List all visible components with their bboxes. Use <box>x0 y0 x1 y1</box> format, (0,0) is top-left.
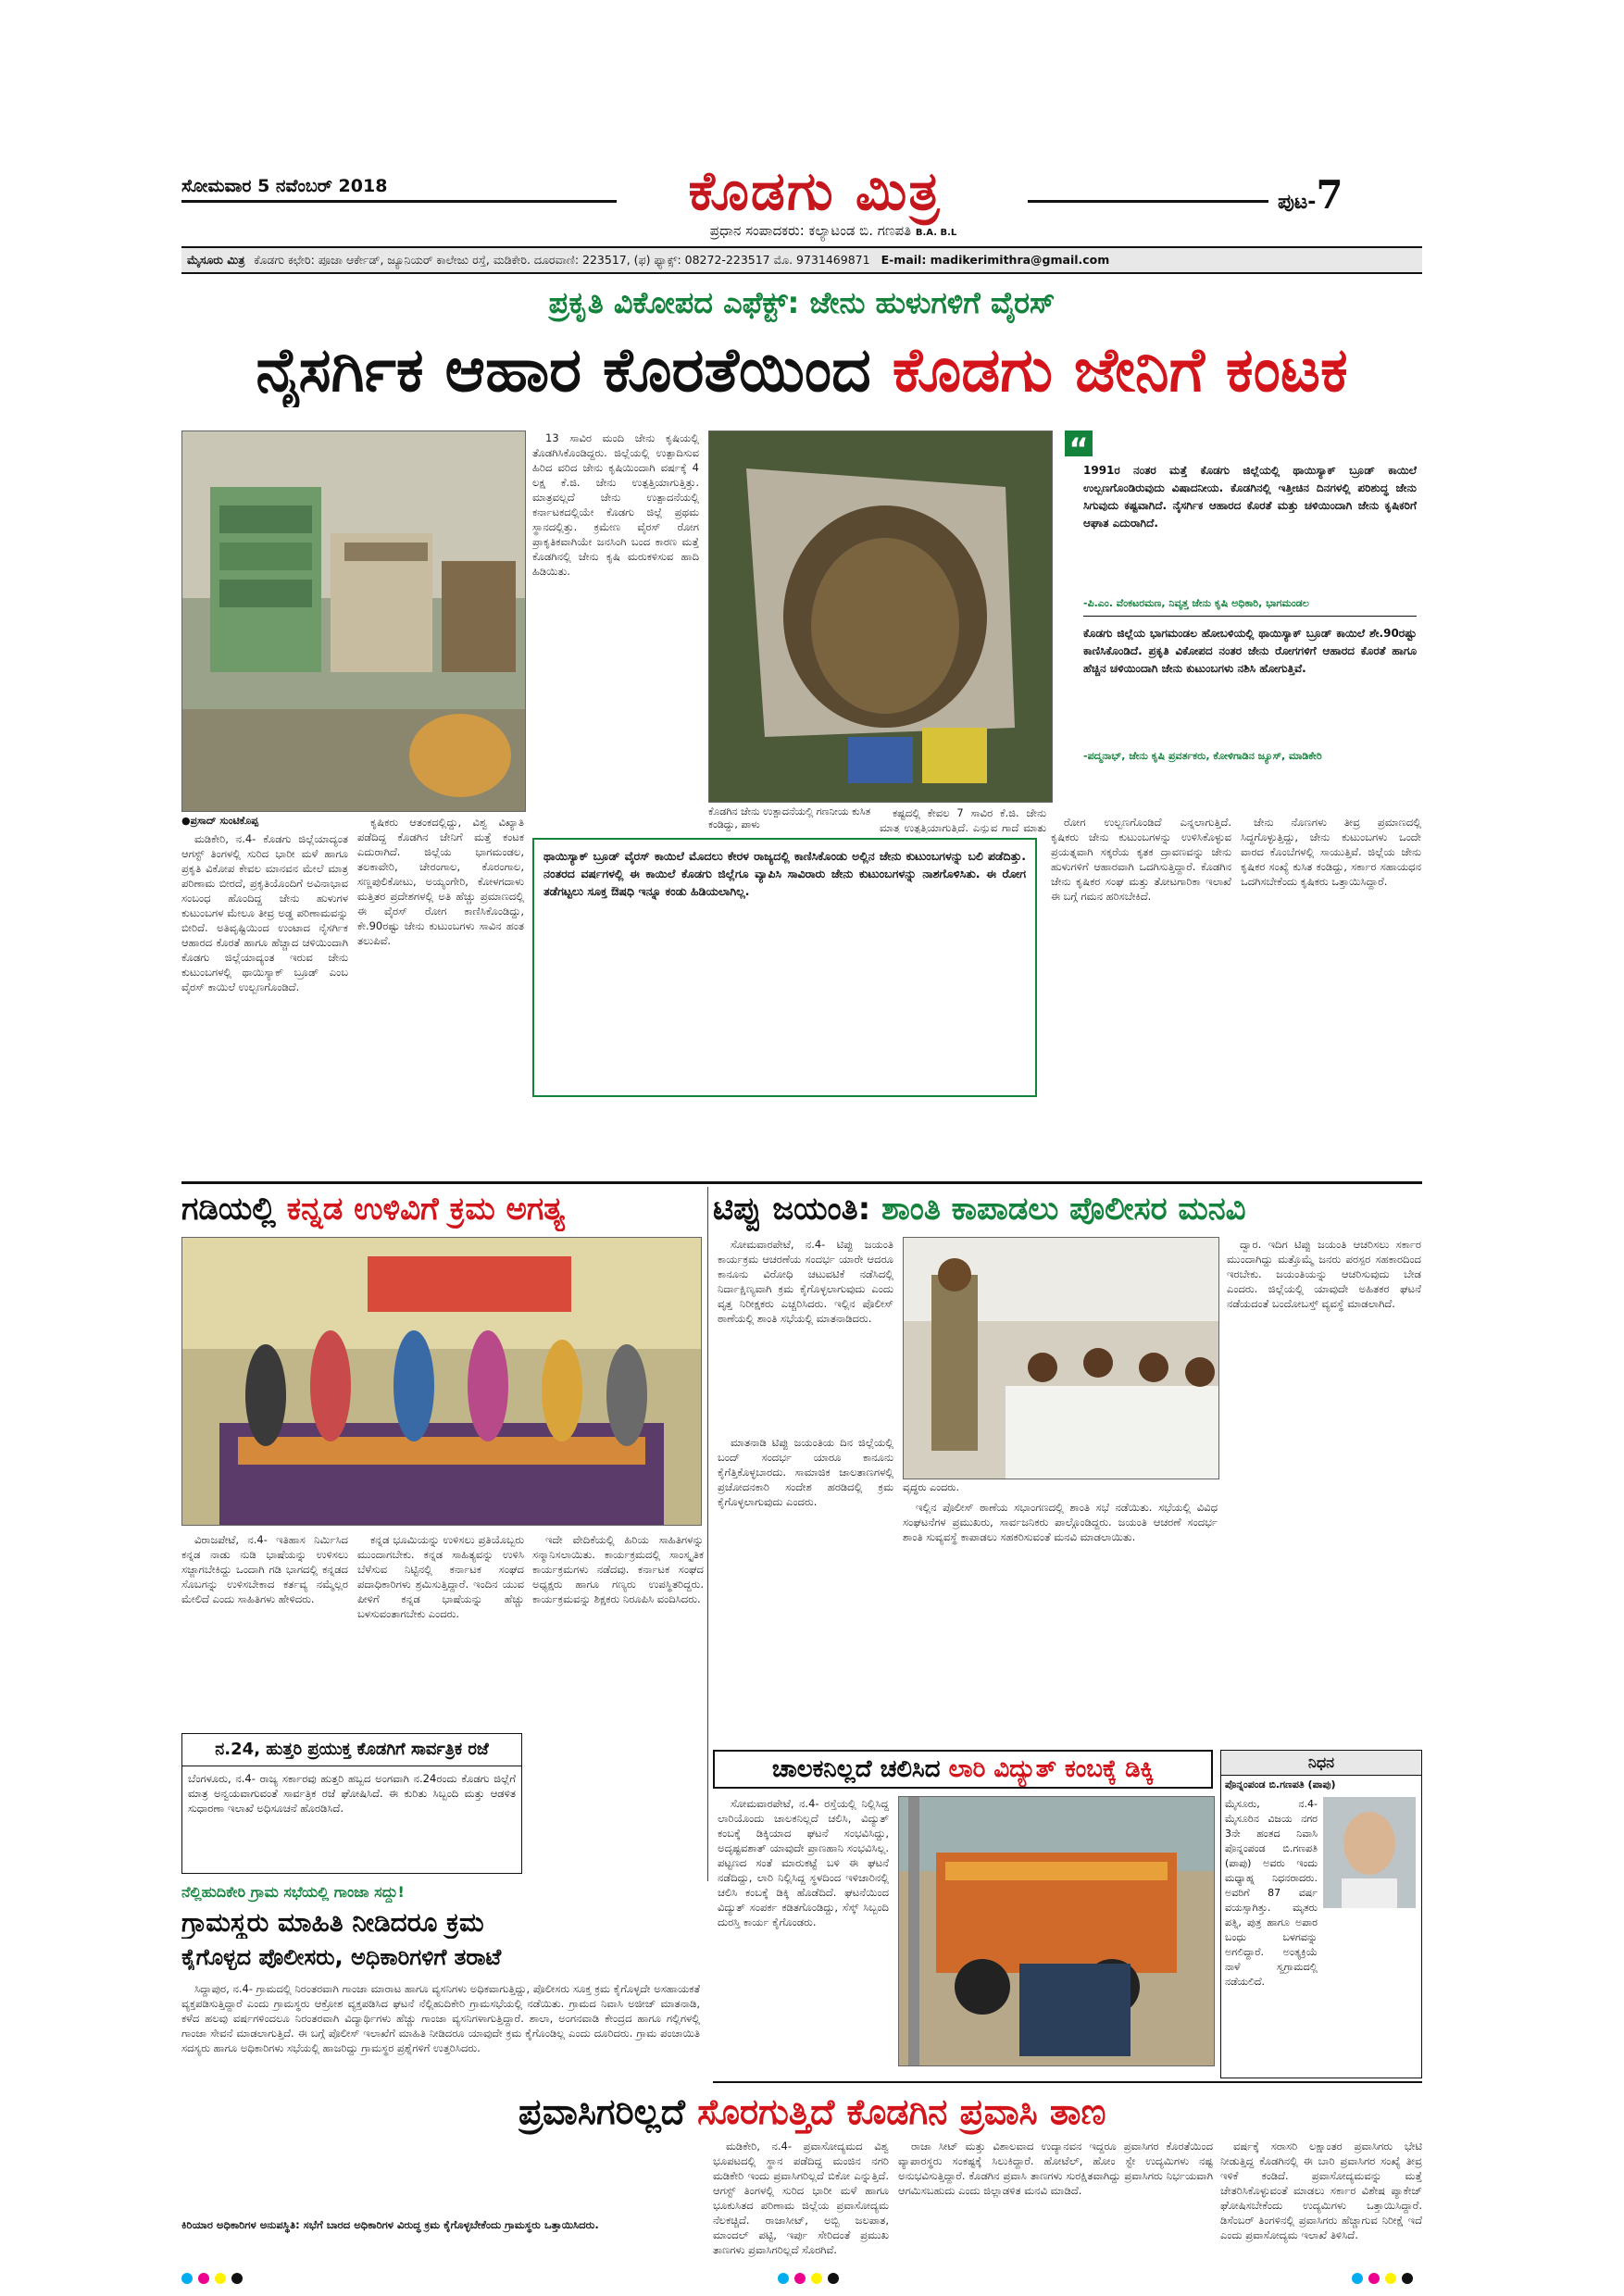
lead-column-2 <box>357 815 524 1174</box>
lead-column-2-text: ಕೃಷಿಕರು ಆತಂಕದಲ್ಲಿದ್ದು, ವಿಶ್ವ ವಿಖ್ಯಾತಿ ಪಡೆದಿದ್ದ ಕೊಡಗಿನ ಜೇನಿಗೆ ಮತ್ತೆ ಕಂಟಕ ಎದುರಾಗಿದೆ. ಜಿಲ್ಲೆಯ ಭಾಗಮಂಡಲ, ತಲಕಾವೇರಿ, ಚೇರಂಗಾಲ, ಕೊರಂಗಾಲ, ಸಣ್ಣಪುಲಿಕೋಟು, ಅಯ್ಯಂಗೇರಿ, ಕೋಳಗದಾಳು ಮತ್ತಿತರ ಪ್ರದೇಶಗಳಲ್ಲಿ ಅತಿ ಹೆಚ್ಚು ಪ್ರಮಾಣದಲ್ಲಿ ಈ ವೈರಸ್ ರೋಗ ಕಾಣಿಸಿಕೊಂಡಿದ್ದು, ಕೇ.90ರಷ್ಟು ಜೇನು ಕುಟುಂಬಗಳು ಸಾವಿನ ಹಂತ ತಲುಪಿವೆ. <box>357 816 524 947</box>
lorry-body-text: ಸೋಮವಾರಪೇಟೆ, ನ.4- ರಸ್ತೆಯಲ್ಲಿ ನಿಲ್ಲಿಸಿದ್ದ ಲಾರಿಯೊಂದು ಚಾಲಕನಿಲ್ಲದೆ ಚಲಿಸಿ, ವಿದ್ಯುತ್ ಕಂಬಕ್ಕೆ ಡಿಕ್ಕಿಯಾದ ಘಟನೆ ಸಂಭವಿಸಿದ್ದು, ಅದೃಷ್ಟವಶಾತ್ ಯಾವುದೇ ಪ್ರಾಣಹಾನಿ ಸಂಭವಿಸಿಲ್ಲ. ಪಟ್ಟಣದ ಸಂತೆ ಮಾರುಕಟ್ಟೆ ಬಳಿ ಈ ಘಟನೆ ನಡೆದಿದ್ದು, ಲಾರಿ ನಿಲ್ಲಿಸಿದ್ದ ಸ್ಥಳದಿಂದ ಇಳಿಜಾರಿನಲ್ಲಿ ಚಲಿಸಿ ಕಂಬಕ್ಕೆ ಡಿಕ್ಕಿ ಹೊಡೆದಿದೆ. ಘಟನೆಯಿಂದ ವಿದ್ಯುತ್ ಸಂಪರ್ಕ ಕಡಿತಗೊಂಡಿದ್ದು, ಸೆಸ್ಕ್ ಸಿಬ್ಬಂದಿ ದುರಸ್ತಿ ಕಾರ್ಯ ಕೈಗೊಂಡರು. <box>718 1797 889 1928</box>
yellow-dot <box>215 2273 226 2284</box>
black-dot <box>231 2273 243 2284</box>
quote-mark-icon: “ <box>1065 430 1093 456</box>
lead-column-6 <box>1241 815 1421 1176</box>
quote-divider <box>1083 616 1417 617</box>
office-address: ಕೊಡಗು ಕಛೇರಿ: ಪೂಜಾ ಆರ್ಕೇಡ್, ಜ್ಯೂನಿಯರ್ ಕಾಲೇಜು ರಸ್ತೆ, ಮಡಿಕೇರಿ. ದೂರವಾಣಿ: 223517, (ಫ) ಫ್ಯಾಕ್ಸ್: 08272-223517 ಮೊ. 9731469871 <box>254 253 870 267</box>
obituary-photo <box>1323 1797 1416 1908</box>
cmyk-marks-left <box>181 2273 256 2286</box>
obituary-body: ಮೈಸೂರು, ನ.4- ಮೈಸೂರಿನ ವಿಜಯ ನಗರ 3ನೇ ಹಂತದ ನಿವಾಸಿ ಪೊನ್ನಂಪಂಡ ಬಿ.ಗಣಪತಿ (ಪಾಪು) ಅವರು ಇಂದು ಮಧ್ಯಾಹ್ನ ನಿಧನರಾದರು. ಅವರಿಗೆ 87 ವರ್ಷ ವಯಸ್ಸಾಗಿತ್ತು. ಮೃತರು ಪತ್ನಿ, ಪುತ್ರ ಹಾಗೂ ಅಪಾರ ಬಂಧು ಬಳಗವನ್ನು ಅಗಲಿದ್ದಾರೆ. ಅಂತ್ಯಕ್ರಿಯೆ ನಾಳೆ ಸ್ವಗ್ರಾಮದಲ್ಲಿ ನಡೆಯಲಿದೆ. <box>1225 1798 1318 1988</box>
lead-quotes <box>1065 430 1421 801</box>
kannada-column-1-text: ವಿರಾಜಪೇಟೆ, ನ.4- ಇತಿಹಾಸ ನಿರ್ಮಿಸಿದ ಕನ್ನಡ ನಾಡು ನುಡಿ ಭಾಷೆಯನ್ನು ಉಳಿಸಲು ಸಜ್ಜಾಗಬೇಕಿದ್ದು ಒಂದಾಗಿ ಗಡಿ ಭಾಗದಲ್ಲಿ ಕನ್ನಡದ ಸೊಬಗನ್ನು ಉಳಿಸಬೇಕಾದ ಕರ್ತವ್ಯ ನಮ್ಮೆಲ್ಲರ ಮೇಲಿದೆ ಎಂದು ಸಾಹಿತಿಗಳು ಹೇಳಿದರು. <box>181 1533 348 1605</box>
gram-sabha-footer: ಕಿರಿಯಾರ ಅಧಿಕಾರಿಗಳ ಅನುಪಸ್ಥಿತಿ: ಸಭೆಗೆ ಬಾರದ ಅಧಿಕಾರಿಗಳ ವಿರುದ್ಧ ಕ್ರಮ ಕೈಗೊಳ್ಳಬೇಕೆಂದು ಗ್ರಾಮಸ್ಥರು ಒತ್ತಾಯಿಸಿದರು. <box>181 2218 599 2231</box>
masthead-rule-left <box>181 200 617 203</box>
tippu-meeting-photo <box>903 1237 1219 1479</box>
lead-column-1 <box>181 831 348 1174</box>
newspaper-title: ಕೊಡಗು ಮಿತ್ರ <box>688 159 942 222</box>
kannada-column-2-text: ಕನ್ನಡ ಭೂಮಿಯನ್ನು ಉಳಿಸಲು ಪ್ರತಿಯೊಬ್ಬರು ಮುಂದಾಗಬೇಕು. ಕನ್ನಡ ಸಾಹಿತ್ಯವನ್ನು ಉಳಿಸಿ ಬೆಳೆಸುವ ನಿಟ್ಟಿನಲ್ಲಿ ಕರ್ನಾಟಕ ಸಂಘದ ಪದಾಧಿಕಾರಿಗಳು ಶ್ರಮಿಸುತ್ತಿದ್ದಾರೆ. ಇಂದಿನ ಯುವ ಪೀಳಿಗೆ ಕನ್ನಡ ಭಾಷೆಯನ್ನು ಹೆಚ್ಚು ಬಳಸುವಂತಾಗಬೇಕು ಎಂದರು. <box>357 1533 524 1620</box>
gram-sabha-headline-2: ಕೈಗೊಳ್ಳದ ಪೊಲೀಸರು, ಅಧಿಕಾರಿಗಳಿಗೆ ತರಾಟೆ <box>181 1944 502 1970</box>
lorry-photo <box>898 1796 1215 2066</box>
kannada-column-2 <box>357 1532 524 1727</box>
masthead-rule-right <box>1028 200 1268 203</box>
editor-name: ಪ್ರಧಾನ ಸಂಪಾದಕರು: ಕಲ್ಯಾಟಂಡ ಬಿ. ಗಣಪತಿ <box>709 222 912 239</box>
kannada-event-photo <box>181 1237 702 1526</box>
lead-column-3 <box>532 430 699 787</box>
quote-1-text: 1991ರ ನಂತರ ಮತ್ತೆ ಕೊಡಗು ಜಿಲ್ಲೆಯಲ್ಲಿ ಥಾಯಿಸ್ಯಾಕ್ ಬ್ರೂಡ್ ಕಾಯಿಲೆ ಉಲ್ಬಣಗೊಂಡಿರುವುದು ವಿಷಾದನೀಯ. ಕೊಡಗಿನಲ್ಲಿ ಇತ್ತೀಚಿನ ದಿನಗಳಲ್ಲಿ ಪರಿಶುದ್ಧ ಜೇನು ಸಿಗುವುದು ಕಷ್ಟವಾಗಿದೆ. ನೈಸರ್ಗಿಕ ಆಹಾರದ ಕೊರತೆ ಮತ್ತು ಚಳಿಯಿಂದಾಗಿ ಜೇನು ಕೃಷಿಕರಿಗೆ ಆಘಾತ ಎದುರಾಗಿದೆ. <box>1083 464 1417 530</box>
lorry-headline-b: ಲಾರಿ ವಿದ್ಯುತ್ ಕಂಬಕ್ಕೆ ಡಿಕ್ಕಿ <box>948 1755 1155 1783</box>
tourism-headline <box>518 2089 1422 2135</box>
sister-paper: ಮೈಸೂರು ಮಿತ್ರ <box>187 253 245 267</box>
kannada-headline <box>181 1187 737 1231</box>
cyan-dot <box>778 2273 789 2284</box>
gram-sabha-body-text: ಸಿದ್ದಾಪುರ, ನ.4- ಗ್ರಾಮದಲ್ಲಿ ನಿರಂತರವಾಗಿ ಗಾಂಜಾ ಮಾರಾಟ ಹಾಗೂ ವ್ಯಸನಿಗಳು ಅಧಿಕವಾಗುತ್ತಿದ್ದು, ಪೊಲೀಸರು ಸೂಕ್ತ ಕ್ರಮ ಕೈಗೊಳ್ಳದೇ ಅಸಹಾಯಕತೆ ವ್ಯಕ್ತಪಡಿಸುತ್ತಿದ್ದಾರೆ ಎಂದು ಗ್ರಾಮಸ್ಥರು ಆಕ್ರೋಶ ವ್ಯಕ್ತಪಡಿಸಿದ ಘಟನೆ ನೆಲ್ಲಿಹುದಿಕೇರಿ ಗ್ರಾಮಸಭೆಯಲ್ಲಿ ನಡೆಯಿತು. ಗ್ರಾಮದ ನಿವಾಸಿ ಅಜೀಜ್ ಮಾತನಾಡಿ, ಕಳೆದ ಹಲವು ವರ್ಷಗಳಿಂದಲೂ ನಿರಂತರವಾಗಿ ವಿದ್ಯಾರ್ಥಿಗಳು ಹೆಚ್ಚು ಗಾಂಜಾ ವ್ಯಸನಿಗಳಾಗುತ್ತಿದ್ದಾರೆ. ಶಾಲಾ, ಅಂಗನವಾಡಿ ಕೇಂದ್ರದ ಹಾಗೂ ಗಲ್ಲಿಗಳಲ್ಲಿ ಗಾಂಜಾ ಸೇವನೆ ಮಾಡಲಾಗುತ್ತಿದೆ. ಈ ಬಗ್ಗೆ ಪೊಲೀಸ್ ಇಲಾಖೆಗೆ ಮಾಹಿತಿ ನೀಡಿದರೂ ಯಾವುದೇ ಕ್ರಮ ಕೈಗೊಂಡಿಲ್ಲ ಎಂದು ದೂರಿದರು. ಗ್ರಾಮ ಪಂಚಾಯಿತಿ ಸದಸ್ಯರು ಹಾಗೂ ಅಧಿಕಾರಿಗಳು ಸಭೆಯಲ್ಲಿ ಹಾಜರಿದ್ದು ಗ್ರಾಮಸ್ಥರ ಪ್ರಶ್ನೆಗಳಿಗೆ ಉತ್ತರಿಸಿದರು. <box>181 1982 700 2054</box>
portrait-illustration <box>1323 1797 1416 1908</box>
gram-sabha-headline-1: ಗ್ರಾಮಸ್ಥರು ಮಾಹಿತಿ ನೀಡಿದರೂ ಕ್ರಮ <box>181 1907 484 1938</box>
lead-headline-black: ನೈಸರ್ಗಿಕ ಆಹಾರ ಕೊರತೆಯಿಂದ <box>256 334 871 406</box>
hive-illustration <box>709 431 1052 802</box>
cyan-dot <box>181 2273 193 2284</box>
tourism-headline-b: ಸೊರಗುತ್ತಿದೆ ಕೊಡಗಿನ ಪ್ರವಾಸಿ ತಾಣ <box>697 2091 1106 2132</box>
lead-kicker: ಪ್ರಕೃತಿ ವಿಕೋಪದ ಎಫೆಕ್ಟ್: ಜೇನು ಹುಳುಗಳಿಗೆ ವೈರಸ್ <box>548 285 1056 320</box>
obituary-name: ಪೊನ್ನಂಪಂಡ ಬಿ.ಗಣಪತಿ (ಪಾಪು) <box>1225 1778 1336 1791</box>
masthead <box>0 0 1624 278</box>
section-divider-2 <box>713 2081 1422 2083</box>
tippu-headline <box>713 1187 1426 1231</box>
tippu-photo-caption: ವೃದ್ಧರು ಎಂದರು. <box>903 1481 960 1493</box>
tippu-column-1-text: ಸೋಮವಾರಪೇಟೆ, ನ.4- ಟಿಪ್ಪು ಜಯಂತಿ ಕಾರ್ಯಕ್ರಮ ಆಚರಣೆಯ ಸಂದರ್ಭ ಯಾರೇ ಆದರೂ ಕಾನೂನು ವಿರೋಧಿ ಚಟುವಟಿಕೆ ನಡೆಸಿದಲ್ಲಿ ನಿರ್ದಾಕ್ಷಿಣ್ಯವಾಗಿ ಕ್ರಮ ಕೈಗೊಳ್ಳಲಾಗುವುದು ಎಂದು ವೃತ್ತ ನಿರೀಕ್ಷಕರು ಎಚ್ಚರಿಸಿದರು. ಇಲ್ಲಿನ ಪೊಲೀಸ್ ಠಾಣೆಯಲ್ಲಿ ಶಾಂತಿ ಸಭೆಯಲ್ಲಿ ಮಾತನಾಡಿದರು. <box>718 1238 893 1325</box>
tourism-column-1 <box>713 2139 889 2277</box>
tippu-column-1 <box>718 1237 893 1431</box>
contact-strip <box>181 246 1422 274</box>
hartal-body: ಬೆಂಗಳೂರು, ನ.4- ರಾಜ್ಯ ಸರ್ಕಾರವು ಹುತ್ತರಿ ಹಬ್ಬದ ಅಂಗವಾಗಿ ನ.24ರಂದು ಕೊಡಗು ಜಿಲ್ಲೆಗೆ ಮಾತ್ರ ಅನ್ವಯವಾಗುವಂತೆ ಸಾರ್ವತ್ರಿಕ ರಜೆ ಘೋಷಿಸಿದೆ. ಈ ಕುರಿತು ಸಿಬ್ಬಂದಿ ಮತ್ತು ಆಡಳಿತ ಸುಧಾರಣಾ ಇಲಾಖೆ ಅಧಿಸೂಚನೆ ಹೊರಡಿಸಿದೆ. <box>188 1772 516 1815</box>
tippu-column-2 <box>1227 1237 1421 1765</box>
meeting-illustration <box>904 1238 1218 1479</box>
magenta-dot <box>1368 2273 1380 2284</box>
quote-2-author: -ಪದ್ಮನಾಭ್, ಜೇನು ಕೃಷಿ ಪ್ರವರ್ತಕರು, ಕೋಳಿಗಾಡಿನ ಜ್ಯೂಸ್, ಮಾಡಿಕೇರಿ <box>1083 750 1322 762</box>
hartal-box <box>181 1733 522 1874</box>
magenta-dot <box>794 2273 806 2284</box>
lead-photo-beeboxes <box>181 430 526 812</box>
stage-illustration <box>182 1238 701 1525</box>
tourism-column-3 <box>1220 2139 1422 2277</box>
cmyk-marks-right <box>1352 2273 1426 2286</box>
column-divider-left <box>707 1187 708 1881</box>
lead-column-6-text: ಜೇನು ನೊಣಗಳು ತೀವ್ರ ಪ್ರಮಾಣದಲ್ಲಿ ಸಿದ್ಧಗೊಳ್ಳುತ್ತಿದ್ದು, ಜೇನು ಕುಟುಂಬಗಳು ಒಂದೇ ವಾರದ ಕೊಂಬೆಗಳಲ್ಲಿ ಸಾಯುತ್ತಿವೆ. ಜಿಲ್ಲೆಯ ಜೇನು ಕೃಷಿಕರ ಸಂಖ್ಯೆ ಕುಸಿತ ಕಂಡಿದ್ದು, ಸರ್ಕಾರ ಸಹಾಯಧನ ಒದಗಿಸಬೇಕೆಂದು ಕೃಷಿಕರು ಒತ್ತಾಯಿಸಿದ್ದಾರೆ. <box>1241 816 1421 888</box>
page-number-value: 7 <box>1316 172 1343 218</box>
tippu-column-4 <box>903 1500 1218 1741</box>
cmyk-marks-center <box>778 2273 852 2286</box>
lead-column-5-text: ರೋಗ ಉಲ್ಬಣಗೊಂಡಿದೆ ಎನ್ನಲಾಗುತ್ತಿದೆ. ಕೃಷಿಕರು ಜೇನು ಕುಟುಂಬಗಳನ್ನು ಉಳಿಸಿಕೊಳ್ಳುವ ಪ್ರಯತ್ನವಾಗಿ ಸಕ್ಕರೆಯ ಕೃತಕ ದ್ರಾವಣವನ್ನು ಜೇನು ಹುಳುಗಳಿಗೆ ಆಹಾರವಾಗಿ ಒದಗಿಸುತ್ತಿದ್ದಾರೆ. ಕೊಡಗಿನ ಜೇನು ಕೃಷಿಕರ ಸಂಘ ಮತ್ತು ತೋಟಗಾರಿಕಾ ಇಲಾಖೆ ಈ ಬಗ್ಗೆ ಗಮನ ಹರಿಸಬೇಕಿದೆ. <box>1051 816 1231 903</box>
tourism-column-1-text: ಮಡಿಕೇರಿ, ನ.4- ಪ್ರವಾಸೋದ್ಯಮದ ವಿಶ್ವ ಭೂಪಟದಲ್ಲಿ ಸ್ಥಾನ ಪಡೆದಿದ್ದ ಮಂಜಿನ ನಗರಿ ಮಡಿಕೇರಿ ಇಂದು ಪ್ರವಾಸಿಗರಿಲ್ಲದೆ ಬಿಕೋ ಎನ್ನುತ್ತಿದೆ. ಆಗಸ್ಟ್ ತಿಂಗಳಲ್ಲಿ ಸುರಿದ ಭಾರೀ ಮಳೆ ಹಾಗೂ ಭೂಕುಸಿತದ ಪರಿಣಾಮ ಜಿಲ್ಲೆಯ ಪ್ರವಾಸೋದ್ಯಮ ನೆಲಕಚ್ಚಿದೆ. ರಾಜಾಸೀಟ್, ಅಬ್ಬಿ ಜಲಪಾತ, ಮಾಂದಲ್ ಪಟ್ಟಿ, ಇರ್ಪು ಸೇರಿದಂತೆ ಪ್ರಮುಖ ತಾಣಗಳು ಪ್ರವಾಸಿಗರಿಲ್ಲದೆ ಸೊರಗಿವೆ. <box>713 2140 889 2256</box>
tippu-column-4-text: ಇಲ್ಲಿನ ಪೊಲೀಸ್ ಠಾಣೆಯ ಸಭಾಂಗಣದಲ್ಲಿ ಶಾಂತಿ ಸಭೆ ನಡೆಯಿತು. ಸಭೆಯಲ್ಲಿ ವಿವಿಧ ಸಂಘಟನೆಗಳ ಪ್ರಮುಖರು, ಸಾರ್ವಜನಿಕರು ಪಾಲ್ಗೊಂಡಿದ್ದರು. ಜಯಂತಿ ಆಚರಣೆ ಸಂದರ್ಭ ಶಾಂತಿ ಸುವ್ಯವಸ್ಥೆ ಕಾಪಾಡಲು ಸಹಕರಿಸುವಂತೆ ಮನವಿ ಮಾಡಲಾಯಿತು. <box>903 1501 1218 1543</box>
lead-headline <box>181 333 1422 407</box>
kannada-column-3-text: ಇದೇ ವೇದಿಕೆಯಲ್ಲಿ ಹಿರಿಯ ಸಾಹಿತಿಗಳನ್ನು ಸನ್ಮಾನಿಸಲಾಯಿತು. ಕಾರ್ಯಕ್ರಮದಲ್ಲಿ ಸಾಂಸ್ಕೃತಿಕ ಕಾರ್ಯಕ್ರಮಗಳು ನಡೆದವು. ಕರ್ನಾಟಕ ಸಂಘದ ಅಧ್ಯಕ್ಷರು ಹಾಗೂ ಗಣ್ಯರು ಉಪಸ್ಥಿತರಿದ್ದರು. ಕಾರ್ಯಕ್ರಮವನ್ನು ಶಿಕ್ಷಕರು ನಿರೂಪಿಸಿ ವಂದಿಸಿದರು. <box>532 1533 704 1605</box>
lead-column-5 <box>1051 815 1231 1176</box>
kannada-column-1 <box>181 1532 348 1727</box>
lead-column-3-text: 13 ಸಾವಿರ ಮಂದಿ ಜೇನು ಕೃಷಿಯಲ್ಲಿ ತೊಡಗಿಸಿಕೊಂಡಿದ್ದರು. ಜಿಲ್ಲೆಯಲ್ಲಿ ಉತ್ಪಾದಿಸುವ ಹಿರಿದ ವರಿದ ಜೇನು ಕೃಷಿಯಿಂದಾಗಿ ವರ್ಷಕ್ಕೆ 4 ಲಕ್ಷ ಕೆ.ಜಿ. ಜೇನು ಉತ್ಪತ್ತಿಯಾಗುತ್ತಿತ್ತು. ಮಾತ್ರವಲ್ಲದೆ ಜೇನು ಉತ್ಪಾದನೆಯಲ್ಲಿ ಕರ್ನಾಟಕದಲ್ಲಿಯೇ ಕೊಡಗು ಜಿಲ್ಲೆ ಪ್ರಥಮ ಸ್ಥಾನದಲ್ಲಿತ್ತು. ಕ್ರಮೇಣ ವೈರಸ್ ರೋಗ ಪ್ರಾಕೃತಿಕವಾಗಿಯೇ ಜನಸಿಂಗಿ ಬಂದ ಕಾರಣ ಮತ್ತೆ ಕೊಡಗಿನಲ್ಲಿ ಜೇನು ಕೃಷಿ ಮರುಕಳಿಸುವ ಹಾದಿ ಹಿಡಿಯಿತು. <box>532 431 699 578</box>
tippu-column-3-text: ಮಾತನಾಡಿ ಟಿಪ್ಪು ಜಯಂತಿಯ ದಿನ ಜಿಲ್ಲೆಯಲ್ಲಿ ಬಂದ್ ಸಂದರ್ಭ ಯಾರೂ ಕಾನೂನು ಕೈಗೆತ್ತಿಕೊಳ್ಳಬಾರದು. ಸಾಮಾಜಿಕ ಜಾಲತಾಣಗಳಲ್ಲಿ ಪ್ರಚೋದನಕಾರಿ ಸಂದೇಶ ಹರಡಿದಲ್ಲಿ ಕ್ರಮ ಕೈಗೊಳ್ಳಲಾಗುವುದು ಎಂದರು. <box>718 1436 893 1508</box>
lead-photo2-caption: ಕೊಡಗಿನ ಜೇನು ಉತ್ಪಾದನೆಯಲ್ಲಿ ಗಣನೀಯ ಕುಸಿತ ಕಂಡಿದ್ದು, ಪಾಳು <box>708 805 871 830</box>
black-dot <box>828 2273 839 2284</box>
obituary-box <box>1220 1750 1422 2078</box>
issue-date: ಸೋಮವಾರ 5 ನವೆಂಬರ್ 2018 <box>181 176 388 196</box>
yellow-dot <box>1385 2273 1396 2284</box>
tippu-column-2-text: ದ್ವಾರ. ಇದಿಗ ಟಿಪ್ಪು ಜಯಂತಿ ಆಚರಿಸಲು ಸರ್ಕಾರ ಮುಂದಾಗಿದ್ದು ಮತ್ತೊಮ್ಮೆ ಜನರು ಪರಸ್ಪರ ಸಹಕಾರದಿಂದ ಇರಬೇಕು. ಜಯಂತಿಯನ್ನು ಆಚರಿಸುವುದು ಬೇಡ ಎಂದರು. ಜಿಲ್ಲೆಯಲ್ಲಿ ಯಾವುದೇ ಅಹಿತಕರ ಘಟನೆ ನಡೆಯದಂತೆ ಬಂದೋಬಸ್ತ್ ವ್ಯವಸ್ಥೆ ಮಾಡಲಾಗಿದೆ. <box>1227 1238 1421 1310</box>
lead-headline-red: ಕೊಡಗು ಜೇನಿಗೆ ಕಂಟಕ <box>892 334 1348 406</box>
tourism-column-3-text: ವರ್ಷಕ್ಕೆ ಸರಾಸರಿ ಲಕ್ಷಾಂತರ ಪ್ರವಾಸಿಗರು ಭೇಟಿ ನೀಡುತ್ತಿದ್ದ ಕೊಡಗಿನಲ್ಲಿ ಈ ಬಾರಿ ಪ್ರವಾಸಿಗರ ಸಂಖ್ಯೆ ತೀವ್ರ ಇಳಿಕೆ ಕಂಡಿದೆ. ಪ್ರವಾಸೋದ್ಯಮವನ್ನು ಮತ್ತೆ ಚೇತರಿಸಿಕೊಳ್ಳುವಂತೆ ಮಾಡಲು ಸರ್ಕಾರ ವಿಶೇಷ ಪ್ಯಾಕೇಜ್ ಘೋಷಿಸಬೇಕೆಂದು ಉದ್ಯಮಿಗಳು ಒತ್ತಾಯಿಸಿದ್ದಾರೆ. ಡಿಸೆಂಬರ್ ತಿಂಗಳಿನಲ್ಲಿ ಪ್ರವಾಸಿಗರು ಹೆಚ್ಚಾಗುವ ನಿರೀಕ್ಷೆ ಇದೆ ಎಂದು ಪ್ರವಾಸೋದ್ಯಮ ಇಲಾಖೆ ತಿಳಿಸಿದೆ. <box>1220 2140 1422 2241</box>
lead-infobox-text: ಥಾಯಿಸ್ಯಾಕ್ ಬ್ರೂಡ್ ವೈರಸ್ ಕಾಯಿಲೆ ಮೊದಲು ಕೇರಳ ರಾಜ್ಯದಲ್ಲಿ ಕಾಣಿಸಿಕೊಂಡು ಅಲ್ಲಿನ ಜೇನು ಕುಟುಂಬಗಳನ್ನು ಬಲಿ ಪಡೆದಿತ್ತು. ನಂತರದ ವರ್ಷಗಳಲ್ಲಿ ಈ ಕಾಯಿಲೆ ಕೊಡಗು ಜಿಲ್ಲೆಗೂ ವ್ಯಾಪಿಸಿ ಸಾವಿರಾರು ಜೇನು ಕುಟುಂಬಗಳನ್ನು ನಾಶಗೊಳಿಸಿತು. ಈ ರೋಗ ತಡೆಗಟ್ಟಲು ಸೂಕ್ತ ಔಷಧಿ ಇನ್ನೂ ಕಂಡು ಹಿಡಿಯಲಾಗಿಲ್ಲ. <box>543 849 1026 898</box>
lorry-headline <box>713 1750 1213 1789</box>
kannada-headline-b: ಕನ್ನಡ ಉಳಿವಿಗೆ ಕ್ರಮ ಅಗತ್ಯ <box>286 1191 566 1228</box>
magenta-dot <box>198 2273 209 2284</box>
lorry-body <box>718 1796 889 2065</box>
lead-column-4 <box>880 805 1046 833</box>
lorry-headline-a: ಚಾಲಕನಿಲ್ಲದೆ ಚಲಿಸಿದ <box>771 1755 941 1783</box>
lead-photo-hive <box>708 430 1053 803</box>
kannada-column-3 <box>532 1532 704 1875</box>
black-dot <box>1402 2273 1413 2284</box>
section-divider-1 <box>181 1181 1422 1184</box>
gram-sabha-kicker: ನೆಲ್ಲಿಹುದಿಕೇರಿ ಗ್ರಾಮ ಸಭೆಯಲ್ಲಿ ಗಾಂಜಾ ಸದ್ದು! <box>181 1883 405 1901</box>
yellow-dot <box>811 2273 822 2284</box>
page-number <box>1278 172 1343 218</box>
lead-infobox <box>532 838 1037 1097</box>
lorry-illustration <box>899 1797 1214 2065</box>
lead-column-4-intro: ಕಷ್ಟದಲ್ಲಿ ಕೇವಲ 7 ಸಾವಿರ ಕೆ.ಜಿ. ಜೇನು ಮಾತ್ರ ಉತ್ಪತ್ತಿಯಾಗುತ್ತಿದೆ. ಎನ್ನುವ ಗಾದೆ ಮಾತು <box>880 806 1046 833</box>
hartal-headline: ನ.24, ಹುತ್ತರಿ ಪ್ರಯುಕ್ತ ಕೊಡಗಿಗೆ ಸಾರ್ವತ್ರಿಕ ರಜೆ <box>182 1734 521 1766</box>
quote-1-author: -ಪಿ.ಎಂ. ವೆಂಕಟರಮಣ, ನಿವೃತ್ತ ಜೇನು ಕೃಷಿ ಅಧಿಕಾರಿ, ಭಾಗಮಂಡಲ <box>1083 597 1309 609</box>
tippu-headline-b: ಶಾಂತಿ ಕಾಪಾಡಲು ಪೊಲೀಸರ ಮನವಿ <box>881 1191 1246 1228</box>
tourism-column-2-text: ರಾಜಾ ಸೀಟ್ ಮತ್ತು ವಿಶಾಲವಾದ ಉದ್ಯಾನವನ ಇದ್ದರೂ ಪ್ರವಾಸಿಗರ ಕೊರತೆಯಿಂದ ವ್ಯಾಪಾರಸ್ಥರು ಸಂಕಷ್ಟಕ್ಕೆ ಸಿಲುಕಿದ್ದಾರೆ. ಹೋಟೆಲ್, ಹೋಂ ಸ್ಟೇ ಉದ್ಯಮಿಗಳು ನಷ್ಟ ಅನುಭವಿಸುತ್ತಿದ್ದಾರೆ. ಕೊಡಗಿನ ಪ್ರವಾಸಿ ತಾಣಗಳು ಸುರಕ್ಷಿತವಾಗಿದ್ದು ಪ್ರವಾಸಿಗರು ನಿರ್ಭಯವಾಗಿ ಆಗಮಿಸಬಹುದು ಎಂದು ಜಿಲ್ಲಾಡಳಿತ ಮನವಿ ಮಾಡಿದೆ. <box>898 2140 1213 2197</box>
quote-2-text: ಕೊಡಗು ಜಿಲ್ಲೆಯ ಭಾಗಮಂಡಲ ಹೋಬಳಿಯಲ್ಲಿ ಥಾಯಿಸ್ಯಾಕ್ ಬ್ರೂಡ್ ಕಾಯಿಲೆ ಶೇ.90ರಷ್ಟು ಕಾಣಿಸಿಕೊಂಡಿದೆ. ಪ್ರಕೃತಿ ವಿಕೋಪದ ನಂತರ ಜೇನು ರೋಗಗಳಿಗೆ ಆಹಾರದ ಕೊರತೆ ಹಾಗೂ ಹೆಚ್ಚಿನ ಚಳಿಯಿಂದಾಗಿ ಜೇನು ಕುಟುಂಬಗಳು ನಶಿಸಿ ಹೋಗುತ್ತಿವೆ. <box>1083 627 1417 675</box>
beeboxes-illustration <box>182 431 525 811</box>
editor-line <box>639 222 1028 239</box>
lead-column-1-text: ಮಡಿಕೇರಿ, ನ.4- ಕೊಡಗು ಜಿಲ್ಲೆಯಾದ್ಯಂತ ಆಗಸ್ಟ್ ತಿಂಗಳಲ್ಲಿ ಸುರಿದ ಭಾರೀ ಮಳೆ ಹಾಗೂ ಪ್ರಕೃತಿ ವಿಕೋಪ ಕೇವಲ ಮಾನವನ ಮೇಲೆ ಮಾತ್ರ ಪರಿಣಾಮ ಬೀರದೆ, ಪ್ರಕೃತಿಯೊಂದಿಗೆ ಅವಿನಾಭಾವ ಸಂಬಂಧ ಹೊಂದಿದ್ದ ಜೇನು ಹುಳುಗಳ ಕುಟುಂಬಗಳ ಮೇಲೂ ತೀವ್ರ ಅಡ್ಡ ಪರಿಣಾಮವನ್ನು ಬೀರಿದೆ. ಅತಿವೃಷ್ಟಿಯಿಂದ ಉಂಟಾದ ನೈಸರ್ಗಿಕ ಆಹಾರದ ಕೊರತೆ ಹಾಗೂ ಹೆಚ್ಚಾದ ಚಳಿಯಿಂದಾಗಿ ಕೊಡಗು ಜಿಲ್ಲೆಯಾದ್ಯಂತ ಇರುವ ಜೇನು ಕುಟುಂಬಗಳಲ್ಲಿ ಥಾಯಿಸ್ಯಾಕ್ ಬ್ರೂಡ್ ಎಂಬ ವೈರಸ್ ಕಾಯಿಲೆ ಉಲ್ಬಣಗೊಂಡಿದೆ. <box>181 832 348 993</box>
lead-photo-credit: ●ಪ್ರಸಾದ್ ಸುಂಟಿಕೊಪ್ಪ <box>181 815 259 827</box>
tourism-headline-a: ಪ್ರವಾಸಿಗರಿಲ್ಲದೆ <box>518 2091 685 2132</box>
kannada-headline-a: ಗಡಿಯಲ್ಲಿ <box>181 1191 276 1228</box>
email-address: E-mail: madikerimithra@gmail.com <box>881 253 1110 267</box>
cyan-dot <box>1352 2273 1363 2284</box>
obituary-label: ನಿಧನ <box>1221 1751 1421 1776</box>
tippu-column-3 <box>718 1435 893 1741</box>
tippu-headline-a: ಟಿಪ್ಪು ಜಯಂತಿ: <box>713 1191 871 1228</box>
page-label: ಪುಟ- <box>1278 191 1317 214</box>
tourism-column-2 <box>898 2139 1213 2277</box>
editor-degree: B.A. B.L <box>915 228 957 238</box>
